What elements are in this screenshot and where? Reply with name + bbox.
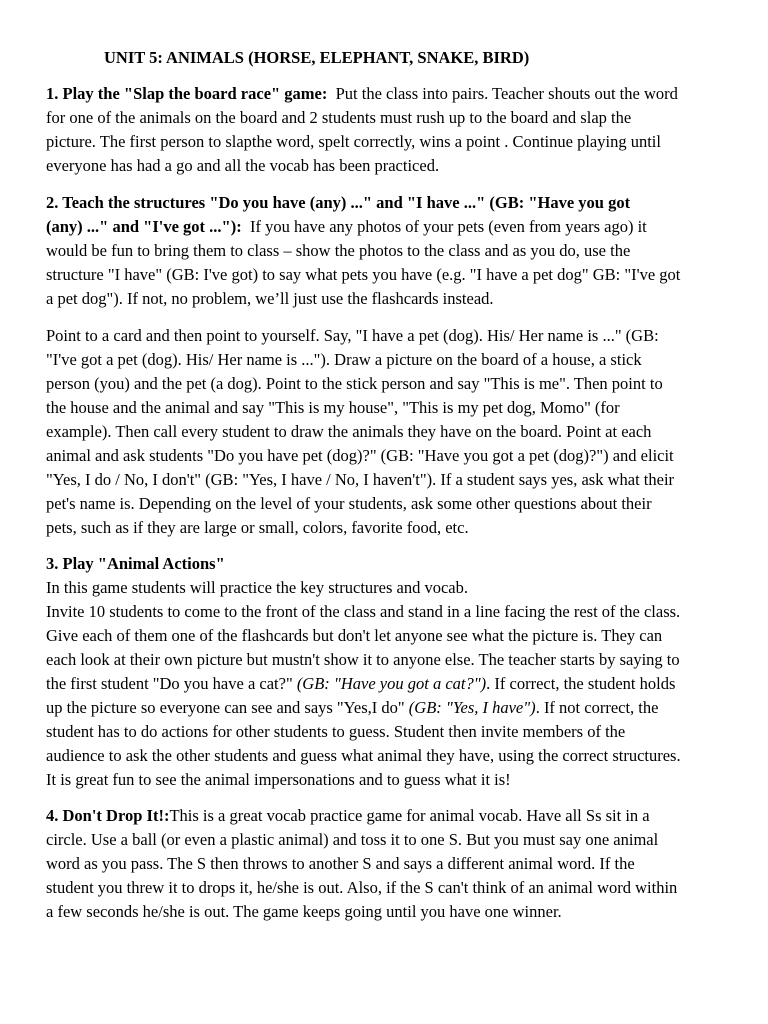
- section-3-line-5-a: the first student "Do you have a cat?": [46, 674, 297, 693]
- section-3-line-8: audience to ask the other students and guess what animal they have, using the correct structures.: [46, 746, 681, 765]
- section-1-line-4: everyone has had a go and all the vocab has been practiced.: [46, 156, 440, 175]
- section-3-line-5: [46, 672, 726, 696]
- section-2b-line-7: "Yes, I do / No, I don't" (GB: "Yes, I have / No, I haven't"). If a student says yes, ask what their: [46, 470, 675, 489]
- section-3-line-9: It is great fun to see the animal impersonations and to guess what it is!: [46, 770, 511, 789]
- section-2b-line-1: Point to a card and then point to yourself. Say, "I have a pet (dog). His/ Her name is ..." (GB:: [46, 326, 659, 345]
- section-2b-line-8: pet's name is. Depending on the level of your students, ask some other questions about their: [46, 494, 652, 513]
- section-1: [46, 82, 726, 178]
- section-1-text: Put the class into pairs. Teacher shouts out the word: [327, 84, 678, 103]
- section-2-heading-line-1: 2. Teach the structures "Do you have (any) ..." and "I have ..." (GB: "Have you got: [46, 193, 631, 212]
- section-2b-line-6: animal and ask students "Do you have pet (dog)?" (GB: "Have you got a pet (dog)?") and elicit: [46, 446, 674, 465]
- section-3-line-5-italic: (GB: "Have you got a cat?"): [296, 674, 487, 693]
- page-title: UNIT 5: ANIMALS (HORSE, ELEPHANT, SNAKE, BIRD): [104, 48, 530, 67]
- section-2-line-2: [46, 215, 726, 239]
- section-2b-line-9: pets, such as if they are large or small, colors, favorite food, etc.: [46, 518, 469, 537]
- section-3-line-2: Invite 10 students to come to the front of the class and stand in a line facing the rest of the class.: [46, 602, 681, 621]
- section-3-line-5-c: . If correct, the student holds: [486, 674, 676, 693]
- section-4-line-3: word as you pass. The S then throws to another S and says a different animal word. If the: [46, 854, 635, 873]
- section-2b-line-3: person (you) and the pet (a dog). Point to the stick person and say "This is me". Then point to: [46, 374, 663, 393]
- section-2-text: If you have any photos of your pets (even from years ago) it: [241, 217, 647, 236]
- section-1-line-3: picture. The first person to slapthe word, spelt correctly, wins a point . Continue playing until: [46, 132, 661, 151]
- section-1-line-1: [46, 82, 726, 106]
- section-2b-line-2: "I've got a pet (dog). His/ Her name is ..."). Draw a picture on the board of a house, a stick: [46, 350, 642, 369]
- section-2-line-5: a pet dog"). If not, no problem, we’ll just use the flashcards instead.: [46, 289, 494, 308]
- section-3-line-6: [46, 696, 726, 720]
- section-3-line-6-c: . If not correct, the: [535, 698, 659, 717]
- section-2-continued: [46, 324, 726, 540]
- section-4: [46, 804, 726, 924]
- section-2-line-4: structure "I have" (GB: I've got) to say what pets you have (e.g. "I have a pet dog" GB: "I've got: [46, 265, 681, 284]
- section-4-line-1: [46, 804, 726, 828]
- section-3-line-7: student has to do actions for other students to guess. Student then invite members of the: [46, 722, 626, 741]
- section-4-text: This is a great vocab practice game for animal vocab. Have all Ss sit in a: [169, 806, 650, 825]
- section-3-line-6-italic: (GB: "Yes, I have"): [408, 698, 536, 717]
- section-2: [46, 191, 726, 311]
- section-3: [46, 552, 726, 792]
- section-4-line-5: a few seconds he/she is out. The game keeps going until you have one winner.: [46, 902, 562, 921]
- section-2-heading-line-2: (any) ..." and "I've got ..."):: [46, 217, 242, 236]
- section-3-line-4: each look at their own picture but mustn't show it to anyone else. The teacher starts by saying to: [46, 650, 680, 669]
- section-3-line-3: Give each of them one of the flashcards but don't let anyone see what the picture is. They can: [46, 626, 663, 645]
- section-2b-line-4: the house and the animal and say "This is my house", "This is my pet dog, Momo" (for: [46, 398, 620, 417]
- section-4-line-4: student you threw it to drops it, he/she is out. Also, if the S can't think of an animal word within: [46, 878, 678, 897]
- section-1-line-2: for one of the animals on the board and 2 students must rush up to the board and slap the: [46, 108, 632, 127]
- section-2b-line-5: example). Then call every student to draw the animals they have on the board. Point at each: [46, 422, 652, 441]
- section-4-heading: 4. Don't Drop It!:: [46, 806, 170, 825]
- section-2-line-3: would be fun to bring them to class – show the photos to the class and as you do, use the: [46, 241, 631, 260]
- section-3-heading: 3. Play "Animal Actions": [46, 554, 225, 573]
- section-1-heading: 1. Play the "Slap the board race" game:: [46, 84, 328, 103]
- section-4-line-2: circle. Use a ball (or even a plastic animal) and toss it to one S. But you must say one animal: [46, 830, 659, 849]
- section-3-line-6-a: up the picture so everyone can see and says "Yes,I do": [46, 698, 409, 717]
- section-3-line-1: In this game students will practice the key structures and vocab.: [46, 578, 468, 597]
